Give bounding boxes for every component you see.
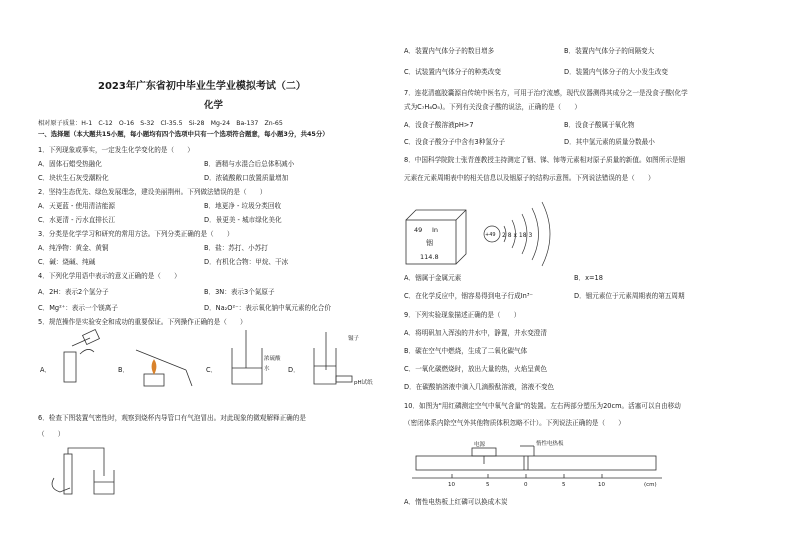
q10-power-label: 电源	[474, 442, 486, 448]
q10-option-a: A．惰性电热板上红磷可以换成木炭	[404, 498, 508, 506]
q8-option-c: C．在化学反应中，铟容易得到电子行成In³⁻	[404, 292, 533, 300]
indium-name: 铟	[426, 239, 433, 247]
q9-option-b: B．碳在空气中燃烧，生成了二氧化碳气体	[404, 347, 528, 355]
q10-tick: 10	[448, 482, 455, 488]
indium-symbol: In	[432, 226, 439, 234]
question-6-cont: （ ）	[38, 430, 65, 438]
pouring-figure	[64, 330, 99, 382]
dilution-figure	[232, 330, 262, 384]
heating-figure	[136, 350, 192, 386]
q6-option-b: B．装置内气体分子的间隔变大	[564, 47, 655, 55]
indium-element-tile	[406, 208, 476, 268]
atom-nucleus: +49	[485, 232, 496, 238]
atomic-masses: 相对原子质量：H-1 C-12 O-16 S-32 Cl-35.5 Si-28 Mg-24 Ba-137 Zn-65	[38, 120, 283, 127]
q10-apparatus-figure	[412, 438, 712, 494]
question-7: 7．连花清瘟胶囊源自传统中医名方，可用于治疗流感，现代仪器测得其成分之一是没食子酸(化学	[404, 89, 688, 97]
exam-title: 2023年广东省初中毕业生学业模拟考试（二）	[98, 81, 306, 92]
q9-option-c: C．一氧化碳燃烧时，放出大量的热，火焰呈黄色	[404, 365, 548, 373]
question-8-cont: 元素在元素周期表中的相关信息以及铟原子的结构示意图。下列说法错误的是（ ）	[404, 174, 655, 182]
q5-label-d: D．	[288, 366, 300, 374]
q5-water-label: 水	[264, 366, 270, 372]
indium-number: 49	[414, 226, 423, 234]
question-7-cont: 式为C₇H₆O₅)。下列有关没食子酸的说法，正确的是（ ）	[404, 103, 581, 111]
atom-shells: 2 8 x 18 3	[502, 232, 533, 239]
q1-option-d: D．浓硫酸敞口放置质量增加	[204, 174, 289, 182]
q10-plate-label: 惰性电热板	[536, 441, 564, 447]
q4-option-d: D．Na₂O²⁻：表示氧化钠中氧元素的化合价	[204, 304, 331, 312]
q5-lab-figures	[36, 330, 381, 392]
q7-option-d: D．其中氢元素的质量分数最小	[564, 138, 655, 146]
q4-option-a: A．2H：表示2个氢分子	[38, 288, 109, 296]
q5-tweezers-label: 镊子	[348, 336, 360, 342]
question-6: 6．检查下图装置气密性时，观察到烧杯内导管口有气泡冒出。对此现象的微观解释正确的是	[38, 414, 306, 422]
airtight-apparatus-figure	[46, 448, 126, 500]
q10-tick: 10	[598, 482, 605, 488]
q6-option-d: D．装置内气体分子的大小发生改变	[564, 68, 668, 76]
subject-title: 化学	[204, 100, 224, 111]
ph-test-figure	[314, 332, 352, 384]
question-3: 3．分类是化学学习和研究的常用方法。下列分类正确的是（ ）	[38, 230, 234, 238]
q5-label-b: B．	[118, 366, 130, 374]
q5-acid-label: 浓硫酸	[264, 356, 281, 362]
question-1: 1．下列现象或事实，一定发生化学变化的是（ ）	[38, 146, 194, 154]
q7-option-b: B．没食子酸属于氧化物	[564, 121, 635, 129]
q2-option-c: C．水更清 - 污水直排长江	[38, 216, 116, 224]
q4-option-c: C．Mg²⁺：表示一个镁离子	[38, 304, 118, 312]
q5-label-c: C．	[206, 366, 218, 374]
q3-option-d: D．有机化合物：甲烷、干冰	[204, 258, 289, 266]
q10-unit: (cm)	[644, 482, 657, 488]
q10-tick: 5	[486, 482, 490, 488]
q8-option-b: B．x=18	[574, 274, 603, 282]
q8-option-a: A．铟属于金属元素	[404, 274, 462, 282]
question-10-cont: （密闭体系内除空气外其他物质体积忽略不计）。下列说法正确的是（ ）	[404, 419, 625, 427]
q3-option-a: A．纯净物：黄金、黄铜	[38, 244, 109, 252]
q6-option-c: C．试装置内气体分子的种类改变	[404, 68, 501, 76]
q8-option-d: D．铟元素位于元素周期表的第五周期	[574, 292, 685, 300]
q2-option-b: B．地更净 - 垃圾分类回收	[204, 202, 282, 210]
question-5: 5．规范操作是实验安全和成功的重要保证。下列操作正确的是（ ）	[38, 318, 247, 326]
q5-label-a: A．	[40, 366, 52, 374]
q1-option-b: B．酒精与水混合后总体积减小	[204, 160, 295, 168]
q3-option-b: B．盐：苏打、小苏打	[204, 244, 268, 252]
question-2: 2．坚持生态优先、绿色发展理念，建设美丽荆州。下列做法错误的是（ ）	[38, 188, 267, 196]
indium-mass: 114.8	[420, 253, 439, 261]
q4-option-b: B．3N：表示3个氮原子	[204, 288, 275, 296]
q9-option-a: A．将明矾加入浑浊的井水中，静置，井水变澄清	[404, 329, 547, 337]
indium-atom-structure	[482, 196, 562, 272]
q1-option-a: A．固体石蜡受热融化	[38, 160, 102, 168]
question-8: 8．中国科学院院士张青莲教授主持测定了铟、锑、铈等元素相对原子质量的新值。如图所示是铟	[404, 156, 686, 164]
section-heading: 一、选择题（本大题共15小题，每小题均有四个选项中只有一个选项符合题意，每小题3分，共45分）	[38, 130, 329, 138]
q7-option-c: C．没食子酸分子中含有3种氢分子	[404, 138, 506, 146]
q3-option-c: C．碱：烧碱、纯碱	[38, 258, 96, 266]
q2-option-d: D．景更美 - 城市绿化美化	[204, 216, 282, 224]
q10-tick: 5	[562, 482, 566, 488]
question-9: 9．下列实验现象描述正确的是（ ）	[404, 311, 521, 319]
q2-option-a: A．天更蓝 - 使用清洁能源	[38, 202, 116, 210]
q1-option-c: C．块状生石灰受潮粉化	[38, 174, 109, 182]
q5-ph-label: pH试纸	[354, 380, 373, 386]
question-4: 4．下列化学用语中表示的意义正确的是（ ）	[38, 272, 181, 280]
question-10: 10．如图为"用红磷测定空气中氧气含量"的装置。左右两部分塑压为20cm。活塞可以自由移动	[404, 402, 681, 410]
q6-option-a: A．装置内气体分子的数目增多	[404, 47, 495, 55]
q7-option-a: A．没食子酸溶液pH>7	[404, 121, 474, 129]
q10-tick: 0	[524, 482, 528, 488]
q9-option-d: D．在碳酸钠溶液中滴入几滴酚酞溶液，溶液不变色	[404, 383, 555, 391]
